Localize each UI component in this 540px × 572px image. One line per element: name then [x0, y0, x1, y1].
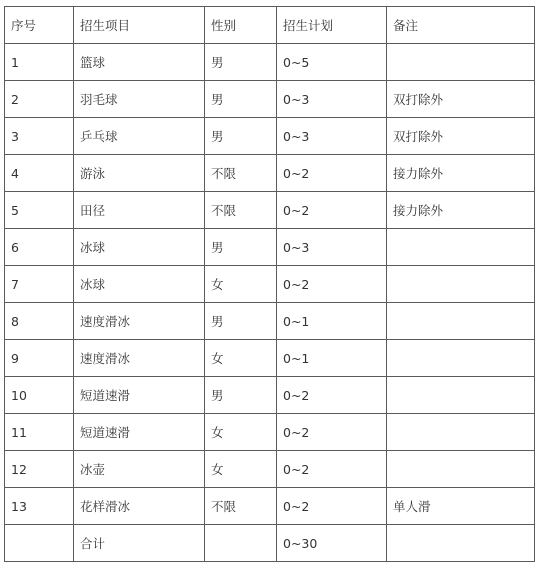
table-header-row	[5, 7, 535, 44]
cell-project: 速度滑冰	[74, 340, 205, 377]
table-row	[5, 229, 535, 266]
cell-index: 2	[5, 81, 74, 118]
cell-gender: 不限	[205, 488, 277, 525]
table-row	[5, 525, 535, 562]
cell-remark: 接力除外	[387, 192, 535, 229]
cell-remark	[387, 44, 535, 81]
cell-remark: 单人滑	[387, 488, 535, 525]
cell-gender: 女	[205, 266, 277, 303]
table-row	[5, 155, 535, 192]
table-row	[5, 488, 535, 525]
cell-remark	[387, 451, 535, 488]
cell-gender: 男	[205, 44, 277, 81]
cell-gender: 男	[205, 377, 277, 414]
cell-remark: 双打除外	[387, 118, 535, 155]
enrollment-plan-table	[4, 6, 535, 562]
cell-plan: 0~2	[277, 377, 387, 414]
cell-plan: 0~2	[277, 451, 387, 488]
cell-project: 冰球	[74, 229, 205, 266]
cell-index: 3	[5, 118, 74, 155]
cell-remark	[387, 377, 535, 414]
cell-index: 8	[5, 303, 74, 340]
table-row	[5, 303, 535, 340]
table-body	[5, 44, 535, 562]
cell-project: 合计	[74, 525, 205, 562]
table-row	[5, 118, 535, 155]
cell-index: 10	[5, 377, 74, 414]
cell-gender: 男	[205, 229, 277, 266]
cell-index: 11	[5, 414, 74, 451]
header-gender: 性别	[205, 7, 277, 44]
table-row	[5, 340, 535, 377]
cell-remark	[387, 303, 535, 340]
cell-plan: 0~2	[277, 192, 387, 229]
cell-project: 田径	[74, 192, 205, 229]
cell-index: 12	[5, 451, 74, 488]
cell-plan: 0~3	[277, 229, 387, 266]
cell-remark	[387, 414, 535, 451]
cell-gender: 男	[205, 118, 277, 155]
cell-gender	[205, 525, 277, 562]
cell-plan: 0~2	[277, 414, 387, 451]
table-row	[5, 44, 535, 81]
cell-project: 游泳	[74, 155, 205, 192]
cell-remark	[387, 229, 535, 266]
cell-plan: 0~1	[277, 303, 387, 340]
cell-plan: 0~3	[277, 81, 387, 118]
cell-project: 速度滑冰	[74, 303, 205, 340]
table-row	[5, 377, 535, 414]
cell-gender: 女	[205, 414, 277, 451]
cell-index	[5, 525, 74, 562]
cell-index: 5	[5, 192, 74, 229]
cell-project: 乒乓球	[74, 118, 205, 155]
header-index: 序号	[5, 7, 74, 44]
header-project: 招生项目	[74, 7, 205, 44]
cell-index: 7	[5, 266, 74, 303]
table-row	[5, 414, 535, 451]
cell-gender: 不限	[205, 155, 277, 192]
cell-index: 1	[5, 44, 74, 81]
cell-plan: 0~2	[277, 155, 387, 192]
cell-gender: 男	[205, 81, 277, 118]
header-plan: 招生计划	[277, 7, 387, 44]
cell-project: 冰壶	[74, 451, 205, 488]
cell-project: 羽毛球	[74, 81, 205, 118]
cell-project: 篮球	[74, 44, 205, 81]
cell-index: 9	[5, 340, 74, 377]
cell-remark	[387, 266, 535, 303]
cell-project: 短道速滑	[74, 377, 205, 414]
cell-remark: 双打除外	[387, 81, 535, 118]
table-row	[5, 451, 535, 488]
cell-gender: 女	[205, 451, 277, 488]
cell-remark: 接力除外	[387, 155, 535, 192]
header-remark: 备注	[387, 7, 535, 44]
table-row	[5, 192, 535, 229]
cell-gender: 女	[205, 340, 277, 377]
cell-plan: 0~2	[277, 488, 387, 525]
cell-plan: 0~1	[277, 340, 387, 377]
cell-gender: 男	[205, 303, 277, 340]
cell-index: 4	[5, 155, 74, 192]
cell-plan: 0~30	[277, 525, 387, 562]
cell-index: 6	[5, 229, 74, 266]
cell-gender: 不限	[205, 192, 277, 229]
table-row	[5, 81, 535, 118]
table-row	[5, 266, 535, 303]
cell-plan: 0~5	[277, 44, 387, 81]
cell-index: 13	[5, 488, 74, 525]
cell-plan: 0~3	[277, 118, 387, 155]
cell-remark	[387, 340, 535, 377]
cell-project: 短道速滑	[74, 414, 205, 451]
cell-project: 花样滑冰	[74, 488, 205, 525]
cell-remark	[387, 525, 535, 562]
cell-plan: 0~2	[277, 266, 387, 303]
cell-project: 冰球	[74, 266, 205, 303]
